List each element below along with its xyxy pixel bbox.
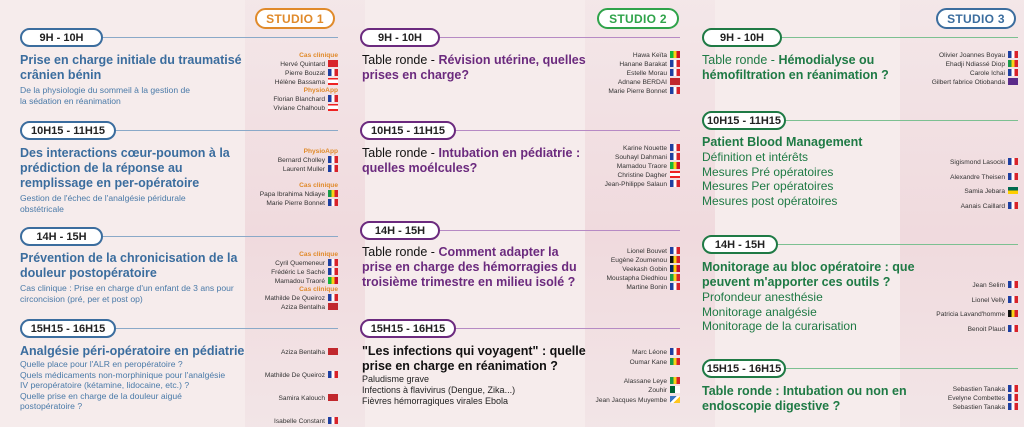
- title-text: remplissage en per-opératoire: [20, 176, 200, 190]
- speaker-name: Hervé Quintard: [280, 61, 325, 68]
- flag-icon: [328, 294, 338, 301]
- time-pill: 14H - 15H: [360, 221, 440, 240]
- title-text: crânien bénin: [20, 68, 102, 82]
- title-text: prise en charge des hémorragies du: [362, 260, 577, 274]
- title-line: [362, 260, 597, 275]
- flag-icon: [670, 377, 680, 384]
- speaker-name: Aziza Bentalha: [281, 304, 325, 311]
- title-text: peuvent m'apporter ces outils ?: [702, 275, 891, 289]
- speaker: [950, 171, 1018, 186]
- speaker: [936, 279, 1018, 294]
- speaker: [265, 416, 338, 427]
- point-line: Mesures Per opératoires: [702, 179, 834, 193]
- speaker: [605, 171, 680, 180]
- flag-icon: [1008, 310, 1018, 317]
- speaker: [265, 382, 338, 394]
- speaker: [608, 60, 680, 69]
- title-text: douleur postopératoire: [20, 266, 157, 280]
- speaker: [608, 87, 680, 96]
- title-line: [20, 68, 260, 83]
- speaker-name: Mamadou Traore: [616, 163, 667, 170]
- session-title: [20, 251, 260, 281]
- speaker: [260, 174, 338, 182]
- speaker: [607, 265, 680, 274]
- title-text: endoscopie digestive ?: [702, 399, 841, 413]
- speaker: [273, 69, 338, 78]
- speaker: [596, 367, 680, 377]
- flag-icon: [328, 259, 338, 266]
- title-prefix: Table ronde -: [362, 146, 439, 160]
- speaker: [273, 95, 338, 104]
- flag-icon: [1008, 51, 1018, 58]
- speaker: [596, 377, 680, 387]
- speaker-name: Adnane BERDAI: [617, 79, 667, 86]
- studio-2-column: [345, 0, 690, 427]
- flag-icon: [328, 156, 338, 163]
- flag-icon: [670, 386, 680, 393]
- title-line: [362, 161, 597, 176]
- session-subtitle: [20, 359, 260, 412]
- speaker: [607, 274, 680, 283]
- title-text: Révision utérine, quelles: [438, 53, 586, 67]
- speaker-list: [607, 247, 680, 292]
- flag-icon: [670, 144, 680, 151]
- speaker: [608, 51, 680, 60]
- title-line: [362, 275, 597, 290]
- speaker-list: [936, 279, 1018, 337]
- speaker-name: Viviane Chalhoub: [273, 105, 325, 112]
- point-line: Mesures Pré opératoires: [702, 164, 834, 179]
- flag-icon: [1008, 78, 1018, 85]
- speaker: [265, 370, 338, 382]
- speaker-group-label: [265, 286, 338, 294]
- flag-icon: [328, 199, 338, 206]
- speaker-list: [260, 148, 338, 208]
- speaker: [260, 156, 338, 165]
- session-subtitle: [20, 193, 260, 214]
- subtitle-line: De la physiologie du sommeil à la gestion de: [20, 85, 191, 95]
- flag-icon: [328, 303, 338, 310]
- speaker: [265, 359, 338, 371]
- title-text: Patient Blood Management: [702, 135, 863, 149]
- title-text: Prévention de la chronicisation de la: [20, 251, 238, 265]
- flag-icon: [1008, 325, 1018, 332]
- title-text: prises en charge?: [362, 68, 469, 82]
- speaker: [936, 308, 1018, 323]
- speaker-name: Martine Bonin: [626, 284, 667, 291]
- title-line: [702, 53, 917, 68]
- speaker-name: Florian Blanchard: [273, 96, 325, 103]
- speaker: [596, 396, 680, 406]
- speaker: [596, 358, 680, 368]
- speaker-name: Lionel Velly: [971, 296, 1005, 304]
- speaker: [260, 190, 338, 199]
- flag-icon: [670, 180, 680, 187]
- speaker-name: Alexandre Theisen: [950, 173, 1005, 181]
- speaker-name: Alassane Leye: [623, 377, 667, 385]
- subtitle-line: Cas clinique : Prise en charge d'un enfant de 3 ans pour: [20, 283, 234, 293]
- session-title: [362, 146, 597, 176]
- speaker-name: Sigismond Lasocki: [950, 159, 1005, 166]
- speaker: [950, 185, 1018, 200]
- title-text: Comment adapter la: [438, 245, 559, 259]
- speaker-group-label: [260, 182, 338, 190]
- speaker-name: Mathilde De Queiroz: [264, 295, 325, 302]
- speaker-name: Moustapha Diedhiou: [606, 275, 667, 282]
- speaker: [273, 78, 338, 87]
- subtitle-line: Infections à flavivirus (Dengue, Zika...): [362, 385, 516, 395]
- subtitle-line: obstétricale: [20, 203, 64, 214]
- speaker: [596, 348, 680, 358]
- speaker-list: [948, 385, 1018, 412]
- flag-icon: [670, 60, 680, 67]
- flag-icon: [328, 78, 338, 85]
- speaker: [605, 180, 680, 189]
- speaker: [273, 104, 338, 113]
- title-line: [20, 161, 260, 176]
- flag-icon: [328, 60, 338, 67]
- point-line: Définition et intérêts: [702, 150, 809, 164]
- session-title: [702, 260, 922, 290]
- time-pill: 9H - 10H: [360, 28, 440, 47]
- flag-icon: [670, 78, 680, 85]
- speaker-name: Jean Selim: [972, 282, 1005, 289]
- speaker: [948, 403, 1018, 412]
- time-pill: 14H - 15H: [20, 227, 103, 246]
- speaker-list: [932, 51, 1018, 87]
- speaker-list: [273, 52, 338, 113]
- title-text: troisième trimestre en milieu isolé ?: [362, 275, 576, 289]
- speaker-name: Papa Ibrahima Ndiaye: [259, 191, 325, 198]
- speaker: [265, 347, 338, 359]
- time-pill: 9H - 10H: [702, 28, 782, 47]
- session-title: [702, 53, 917, 83]
- speaker: [265, 277, 338, 286]
- title-line: [362, 344, 602, 359]
- time-pill: 10H15 - 11H15: [360, 121, 456, 140]
- speaker-name: Olivier Joannes Boyau: [939, 52, 1005, 59]
- speaker-name: Christine Dagher: [617, 172, 667, 179]
- session-title: [702, 384, 922, 414]
- flag-icon: [1008, 394, 1018, 401]
- session-title: [20, 344, 260, 359]
- flag-icon: [1008, 158, 1018, 165]
- session-points: [702, 150, 917, 208]
- title-line: [362, 53, 597, 68]
- flag-icon: [1008, 187, 1018, 194]
- point-line: Profondeur anesthésie: [702, 290, 823, 304]
- speaker-name: Samia Jebara: [964, 188, 1005, 195]
- flag-icon: [670, 358, 680, 365]
- group-label-text: Cas clinique: [299, 251, 338, 258]
- time-pill: 10H15 - 11H15: [702, 111, 786, 130]
- subtitle-line: Paludisme grave: [362, 374, 430, 384]
- speaker-name: Pierre Bouzat: [285, 70, 325, 77]
- subtitle-line: Quelle prise en charge de la douleur aigué: [20, 390, 182, 401]
- speaker: [605, 153, 680, 162]
- speaker: [932, 69, 1018, 78]
- speaker-name: Laurent Muller: [282, 166, 325, 173]
- speaker: [596, 386, 680, 396]
- speaker: [948, 394, 1018, 403]
- title-prefix: Table ronde -: [362, 245, 439, 259]
- speaker-name: Aanais Caillard: [960, 202, 1005, 210]
- studio-2-label: STUDIO 2: [597, 8, 679, 29]
- title-text: Analgésie péri-opératoire en pédiatrie: [20, 344, 245, 358]
- title-line: [20, 53, 260, 68]
- speaker-list: [608, 51, 680, 96]
- flag-icon: [328, 417, 338, 424]
- speaker-list: [265, 347, 338, 427]
- speaker-group-label: [273, 87, 338, 95]
- flag-icon: [328, 394, 338, 401]
- speaker: [260, 199, 338, 208]
- title-line: [20, 176, 260, 191]
- speaker: [265, 268, 338, 277]
- group-label-text: PhysioApp: [303, 148, 338, 155]
- time-pill: 9H - 10H: [20, 28, 103, 47]
- session-title: [362, 53, 597, 83]
- flag-icon: [1008, 60, 1018, 67]
- speaker: [608, 69, 680, 78]
- flag-icon: [670, 256, 680, 263]
- title-text: prise en charge en réanimation ?: [362, 359, 558, 373]
- title-line: [702, 275, 922, 290]
- session-title: [362, 344, 602, 374]
- speaker-name: Isabelle Constant: [274, 418, 325, 425]
- speaker: [607, 256, 680, 265]
- speaker: [607, 247, 680, 256]
- session-title: [20, 146, 260, 191]
- group-label-text: PhysioApp: [303, 87, 338, 94]
- title-line: [20, 344, 260, 359]
- speaker: [273, 60, 338, 69]
- title-prefix: Table ronde -: [702, 53, 779, 67]
- speaker-name: Jean-Philippe Salaun: [604, 181, 667, 188]
- subtitle-line: Quels médicaments non-morphinique pour l'analgésie: [20, 369, 226, 380]
- group-label-text: Cas clinique: [299, 182, 338, 189]
- title-text: quelles moélcules?: [362, 161, 478, 175]
- speaker-name: Souhayl Dahmani: [614, 154, 667, 161]
- speaker-list: [596, 348, 680, 405]
- speaker-name: Marie Pierre Bonnet: [266, 200, 325, 207]
- flag-icon: [328, 104, 338, 111]
- speaker: [608, 78, 680, 87]
- speaker-name: Evelyne Combettes: [947, 395, 1005, 402]
- speaker-name: Samira Kalouch: [278, 395, 325, 402]
- speaker-name: Lionel Bouvet: [627, 248, 667, 255]
- flag-icon: [328, 165, 338, 172]
- speaker-name: Karine Nouette: [623, 145, 667, 152]
- flag-icon: [670, 396, 680, 403]
- speaker-name: Estelle Morau: [626, 70, 667, 77]
- flag-icon: [328, 348, 338, 355]
- title-text: Des interactions cœur-poumon à la: [20, 146, 230, 160]
- title-line: [362, 68, 597, 83]
- title-line: [20, 266, 260, 281]
- speaker: [950, 156, 1018, 171]
- flag-icon: [670, 51, 680, 58]
- flag-icon: [670, 153, 680, 160]
- speaker-group-label: [273, 52, 338, 60]
- flag-icon: [670, 69, 680, 76]
- speaker-name: Patricia Lavand'homme: [936, 311, 1005, 318]
- flag-icon: [328, 69, 338, 76]
- flag-icon: [670, 247, 680, 254]
- subtitle-line: IV peropératoire (kétamine, lidocaine, etc.) ?: [20, 380, 190, 390]
- flag-icon: [328, 277, 338, 284]
- speaker-name: Frédéric Le Saché: [271, 269, 325, 276]
- subtitle-line: Gestion de l'échec de l'analgésie péridurale: [20, 193, 186, 203]
- title-line: [702, 399, 922, 414]
- flag-icon: [1008, 69, 1018, 76]
- speaker-name: Benoit Plaud: [967, 325, 1005, 333]
- time-pill: 14H - 15H: [702, 235, 778, 254]
- speaker-list: [605, 144, 680, 189]
- speaker-name: Gilbert fabrice Otiobanda: [931, 79, 1005, 86]
- point-line: Mesures post opératoires: [702, 193, 838, 208]
- speaker-name: Eugène Zoumenou: [610, 257, 667, 264]
- title-text: Hémodialyse ou: [778, 53, 875, 67]
- session-subtitle: [20, 85, 260, 106]
- flag-icon: [1008, 173, 1018, 180]
- title-line: [362, 245, 597, 260]
- speaker: [607, 283, 680, 292]
- title-line: [702, 260, 922, 275]
- speaker-name: Cyril Quemeneur: [275, 260, 325, 267]
- flag-icon: [1008, 385, 1018, 392]
- speaker: [948, 385, 1018, 394]
- group-label-text: Cas clinique: [299, 286, 338, 293]
- flag-icon: [1008, 202, 1018, 209]
- speaker: [605, 162, 680, 171]
- flag-icon: [670, 171, 680, 178]
- subtitle-line: postopératoire ?: [20, 401, 83, 411]
- title-text: prédiction de la réponse au: [20, 161, 183, 175]
- session-title: [20, 53, 260, 83]
- flag-icon: [670, 348, 680, 355]
- title-text: hémofiltration en réanimation ?: [702, 68, 889, 82]
- time-pill: 10H15 - 11H15: [20, 121, 116, 140]
- studio-1-label: STUDIO 1: [255, 8, 335, 29]
- subtitle-line: la sédation en réanimation: [20, 95, 121, 106]
- speaker: [265, 294, 338, 303]
- speaker-name: Jean Jacques Muyembe: [595, 396, 667, 404]
- session-points: [702, 290, 917, 334]
- studio-3-column: [690, 0, 1024, 427]
- flag-icon: [1008, 296, 1018, 303]
- title-line: [20, 146, 260, 161]
- session-title: [362, 245, 597, 290]
- speaker-name: Carole Ichai: [969, 70, 1005, 77]
- speaker: [936, 323, 1018, 338]
- point-line: Monitorage analgésie: [702, 304, 817, 319]
- speaker-list: [265, 251, 338, 312]
- speaker-name: Hélène Bassama: [274, 79, 325, 86]
- title-text: Intubation en pédiatrie :: [438, 146, 581, 160]
- speaker: [932, 78, 1018, 87]
- flag-icon: [670, 265, 680, 272]
- title-line: [362, 359, 602, 374]
- studio-1-column: [0, 0, 345, 427]
- point-line: Monitorage de la curarisation: [702, 319, 857, 333]
- flag-icon: [328, 95, 338, 102]
- speaker-name: Hawa Keïta: [632, 52, 667, 59]
- title-prefix: Table ronde -: [362, 53, 439, 67]
- title-line: [702, 135, 917, 150]
- time-pill: 15H15 - 16H15: [702, 359, 786, 378]
- title-line: [702, 68, 917, 83]
- speaker: [265, 405, 338, 417]
- speaker-name: Veekash Gobin: [622, 266, 667, 273]
- title-text: Table ronde : Intubation ou non en: [702, 384, 907, 398]
- speaker-name: Marc Léone: [632, 349, 667, 356]
- title-line: [20, 251, 260, 266]
- session-subtitle: [20, 283, 260, 304]
- speaker-name: Oumar Kane: [629, 358, 667, 366]
- speaker-group-label: [260, 148, 338, 156]
- flag-icon: [670, 283, 680, 290]
- speaker-name: Zouhir: [648, 387, 667, 394]
- flag-icon: [328, 268, 338, 275]
- speaker: [260, 165, 338, 174]
- flag-icon: [328, 371, 338, 378]
- subtitle-line: circoncision (pré, per et post op): [20, 293, 143, 304]
- speaker: [605, 144, 680, 153]
- title-text: Monitorage au bloc opératoire : que: [702, 260, 915, 274]
- title-line: [362, 146, 597, 161]
- flag-icon: [1008, 403, 1018, 410]
- speaker: [950, 200, 1018, 215]
- title-line: [702, 384, 922, 399]
- speaker: [932, 51, 1018, 60]
- speaker: [265, 259, 338, 268]
- speaker-name: Mathilde De Queiroz: [264, 372, 325, 379]
- speaker-name: Sebastien Tanaka: [952, 404, 1005, 411]
- speaker-name: Ehadji Ndiassé Diop: [945, 61, 1005, 68]
- speaker-list: [950, 156, 1018, 214]
- speaker-name: Aziza Bentalha: [281, 349, 325, 356]
- flag-icon: [670, 87, 680, 94]
- speaker-name: Bernard Cholley: [277, 157, 325, 164]
- flag-icon: [670, 274, 680, 281]
- time-pill: 15H15 - 16H15: [360, 319, 456, 338]
- group-label-text: Cas clinique: [299, 52, 338, 59]
- speaker: [932, 60, 1018, 69]
- subtitle-line: Fièvres hémorragiques virales Ebola: [362, 396, 509, 406]
- time-pill: 15H15 - 16H15: [20, 319, 116, 338]
- flag-icon: [670, 162, 680, 169]
- speaker-group-label: [265, 251, 338, 259]
- speaker-name: Hanane Barakat: [619, 61, 667, 68]
- flag-icon: [1008, 281, 1018, 288]
- speaker-name: Sebastien Tanaka: [952, 386, 1005, 393]
- speaker-name: Marie Pierre Bonnet: [608, 88, 667, 95]
- title-text: Prise en charge initiale du traumatisé: [20, 53, 242, 67]
- speaker-name: Mamadou Traoré: [274, 278, 325, 285]
- session-subtitle: [362, 374, 602, 407]
- session-title: [702, 135, 917, 150]
- studio-3-label: STUDIO 3: [936, 8, 1016, 29]
- flag-icon: [328, 190, 338, 197]
- subtitle-line: Quelle place pour l'ALR en peropératoire ?: [20, 359, 183, 369]
- speaker: [936, 294, 1018, 309]
- speaker: [265, 393, 338, 405]
- speaker: [265, 303, 338, 312]
- title-text: "Les infections qui voyagent" : quelle: [362, 344, 586, 358]
